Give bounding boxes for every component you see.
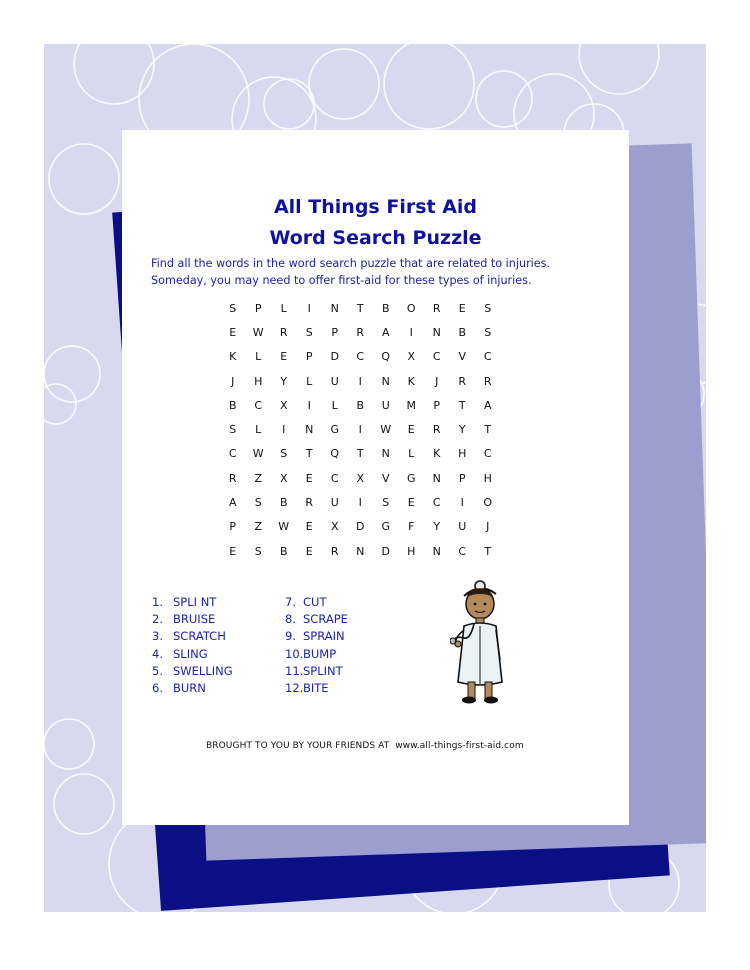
grid-letter: B [228,398,237,412]
grid-letter: I [358,496,362,510]
grid-letter: N [432,325,441,339]
grid-letter: E [458,301,466,315]
grid-letter: V [381,471,390,485]
worksheet-page [122,130,629,825]
grid-letter: E [280,350,288,364]
grid-letter: R [432,301,441,315]
word-list-item [152,663,233,680]
grid-letter: N [432,544,441,558]
grid-letter: C [330,471,339,485]
word-number: 6. [152,681,163,696]
word-number: 2. [152,612,163,627]
grid-row [220,515,501,539]
grid-letter: E [229,544,237,558]
grid-letter: C [254,398,263,412]
word-list-item [285,611,348,628]
grid-letter: U [381,398,390,412]
grid-letter: L [280,301,287,315]
grid-letter: S [484,301,492,315]
word-text: BURN [173,681,206,696]
grid-letter: X [279,471,288,485]
grid-letter: C [458,544,467,558]
word-text: SPLINT [303,663,343,678]
grid-letter: S [254,496,262,510]
word-number: 3. [152,629,163,644]
word-list-item [152,628,233,645]
grid-letter: R [305,496,314,510]
grid-letter: R [330,544,339,558]
instructions-line-1: Find all the words in the word search puzzle that are related to injuries. [151,257,551,270]
grid-letter: W [252,325,264,339]
grid-row [220,442,501,466]
grid-letter: P [433,398,441,412]
grid-letter: L [331,398,338,412]
grid-letter: E [305,544,313,558]
grid-letter: C [432,350,441,364]
grid-letter: X [330,520,339,534]
word-number: 12. [285,681,304,696]
word-search-grid [220,296,501,563]
grid-letter: V [458,350,467,364]
grid-row [220,369,501,393]
grid-letter: L [255,350,262,364]
grid-letter: U [458,520,467,534]
grid-letter: S [229,301,237,315]
grid-letter: O [483,496,493,510]
grid-letter: T [356,301,364,315]
grid-letter: A [381,325,390,339]
word-text: CUT [303,595,327,609]
instructions [151,255,611,289]
grid-letter: S [254,544,262,558]
grid-letter: X [279,398,288,412]
grid-letter: P [229,520,237,534]
grid-letter: G [406,471,416,485]
grid-letter: N [356,544,365,558]
grid-letter: E [305,471,313,485]
grid-row [220,490,501,514]
grid-letter: X [356,471,365,485]
word-list-item [152,611,233,628]
grid-letter: P [458,471,466,485]
grid-letter: S [305,325,313,339]
doctor-illustration [450,578,520,708]
grid-letter: T [484,544,492,558]
grid-letter: W [278,520,290,534]
grid-letter: I [307,398,311,412]
word-text: BITE [303,681,329,696]
grid-letter: C [228,447,237,461]
grid-letter: R [432,423,441,437]
grid-row [220,539,501,563]
grid-letter: C [483,350,492,364]
grid-letter: L [255,423,262,437]
grid-letter: D [356,520,365,534]
word-text: BRUISE [173,612,216,627]
grid-letter: H [407,544,416,558]
word-number: 11. [285,663,304,678]
word-text: SLING [173,646,208,661]
grid-letter: L [306,374,313,388]
grid-row [220,320,501,344]
grid-letter: D [381,544,390,558]
grid-letter: Z [254,520,263,534]
grid-letter: R [228,471,237,485]
grid-letter: F [408,520,415,534]
grid-letter: J [435,374,439,388]
word-number: 5. [152,663,163,678]
grid-letter: H [483,471,492,485]
grid-letter: U [330,374,339,388]
grid-letter: P [331,325,339,339]
word-number: 1. [152,595,163,609]
word-list-item [285,646,348,663]
grid-row [220,345,501,369]
grid-letter: K [229,350,237,364]
grid-letter: C [483,447,492,461]
grid-letter: E [407,423,415,437]
grid-letter: D [330,350,339,364]
grid-row [220,466,501,490]
grid-letter: W [252,447,264,461]
word-list-item [285,594,348,611]
grid-letter: R [458,374,467,388]
grid-letter: Q [330,447,340,461]
grid-letter: Z [254,471,263,485]
word-list-item [152,594,233,611]
word-text: SCRATCH [173,629,226,644]
grid-letter: T [458,398,466,412]
grid-letter: I [460,496,464,510]
word-list-item [285,680,348,697]
grid-letter: Y [433,520,441,534]
grid-letter: B [279,544,288,558]
grid-letter: Y [280,374,288,388]
word-list-item [285,663,348,680]
page-title: All Things First Aid [273,196,478,218]
grid-letter: M [406,398,416,412]
grid-letter: B [279,496,288,510]
word-text: SPLI NT [173,595,217,609]
grid-letter: C [356,350,365,364]
word-list-column-1 [152,594,233,697]
word-number: 4. [152,646,163,661]
grid-letter: Y [458,423,466,437]
word-number: 10. [285,646,304,661]
grid-letter: E [229,325,237,339]
grid-letter: I [307,301,311,315]
grid-letter: J [486,520,490,534]
grid-row [220,393,501,417]
grid-letter: U [330,496,339,510]
footer-link[interactable]: www.all-things-first-aid.com [395,741,524,751]
grid-letter: G [330,423,340,437]
footer [206,741,524,751]
grid-letter: S [280,447,288,461]
grid-letter: J [231,374,235,388]
grid-letter: P [305,350,313,364]
grid-letter: L [408,447,415,461]
word-list-item [152,646,233,663]
grid-letter: P [254,301,262,315]
word-text: BUMP [303,646,337,661]
grid-letter: N [381,447,390,461]
grid-letter: T [484,423,492,437]
word-list-column-2 [285,594,348,697]
grid-letter: C [432,496,441,510]
grid-letter: S [382,496,390,510]
grid-letter: I [358,423,362,437]
word-text: SPRAIN [303,629,345,644]
grid-row [220,296,501,320]
grid-letter: B [458,325,467,339]
word-number: 9. [285,629,296,644]
word-list-item [285,628,348,645]
grid-letter: T [356,447,364,461]
grid-letter: Q [381,350,391,364]
grid-letter: A [483,398,492,412]
grid-letter: A [228,496,237,510]
grid-letter: E [407,496,415,510]
grid-letter: I [358,374,362,388]
page-subtitle: Word Search Puzzle [269,227,482,249]
grid-letter: S [484,325,492,339]
grid-letter: E [305,520,313,534]
grid-letter: X [407,350,416,364]
grid-letter: H [458,447,467,461]
grid-row [220,417,501,441]
footer-text: BROUGHT TO YOU BY YOUR FRIENDS AT [206,741,390,751]
grid-letter: R [356,325,365,339]
word-text: SCRAPE [303,612,348,627]
word-text: SWELLING [173,663,233,678]
grid-letter: O [406,301,416,315]
word-list-item [152,680,233,697]
grid-letter: W [380,423,392,437]
grid-letter: N [432,471,441,485]
grid-letter: H [254,374,263,388]
grid-letter: N [305,423,314,437]
grid-letter: S [229,423,237,437]
grid-letter: R [279,325,288,339]
grid-letter: B [381,301,390,315]
grid-letter: B [356,398,365,412]
word-number: 8. [285,612,296,627]
grid-letter: N [330,301,339,315]
grid-letter: G [381,520,391,534]
grid-letter: R [483,374,492,388]
grid-letter: I [282,423,286,437]
word-number: 7. [285,595,296,609]
grid-letter: K [407,374,415,388]
grid-letter: K [433,447,441,461]
grid-letter: T [305,447,313,461]
instructions-line-2: Someday, you may need to offer first-aid for these types of injuries. [151,274,532,287]
grid-letter: N [381,374,390,388]
grid-letter: I [409,325,413,339]
